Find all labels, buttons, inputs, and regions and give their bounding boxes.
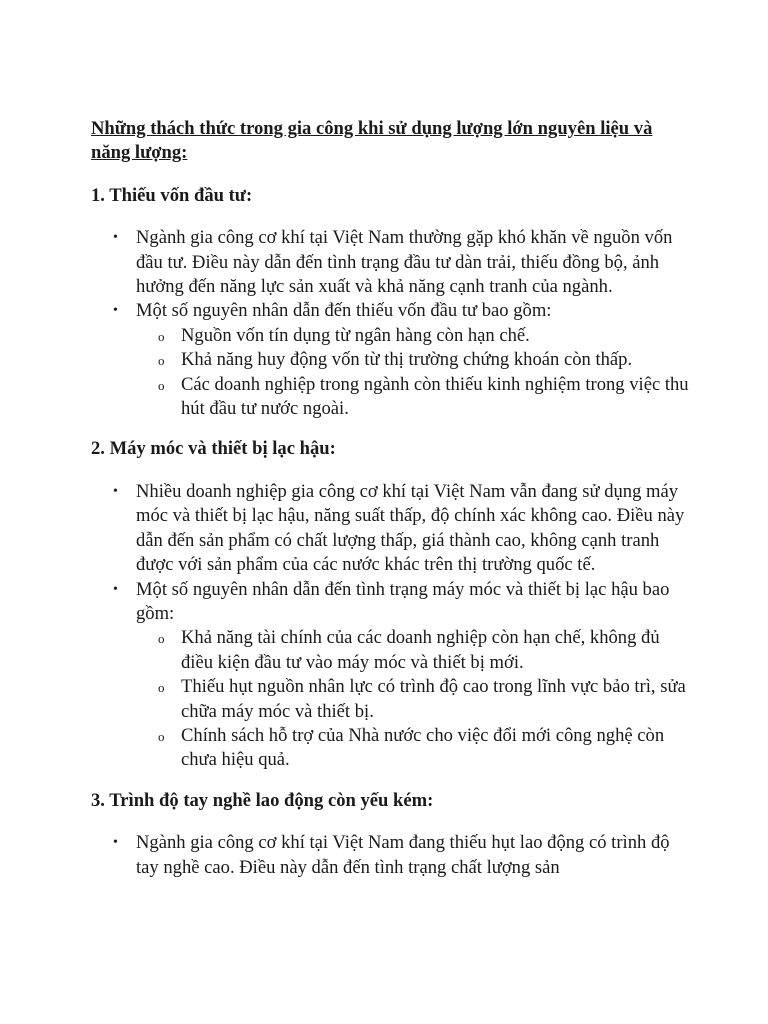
sub-list-item-text: Nguồn vốn tín dụng từ ngân hàng còn hạn chế. [181, 324, 530, 346]
list-item [91, 480, 691, 578]
sub-list-item [136, 675, 691, 724]
sub-list-item [136, 626, 691, 675]
sub-list-item-text: Chính sách hỗ trợ của Nhà nước cho việc đổi mới công nghệ còn chưa hiệu quả. [181, 724, 665, 771]
bullet-list [91, 226, 691, 421]
circle-bullet-icon: o [158, 328, 165, 344]
list-item [91, 578, 691, 773]
bullet-list [91, 480, 691, 773]
section-heading: 2. Máy móc và thiết bị lạc hậu: [91, 438, 336, 460]
list-item [91, 831, 691, 880]
bullet-icon: • [113, 230, 118, 246]
section-heading: 1. Thiếu vốn đầu tư: [91, 184, 253, 206]
sub-list [136, 626, 691, 772]
section-heading: 3. Trình độ tay nghề lao động còn yếu kém: [91, 789, 434, 811]
list-item-text: Nhiều doanh nghiệp gia công cơ khí tại Việt Nam vẫn đang sử dụng máy móc và thiết bị lạc hậu, năng suất thấp, độ chính xác không cao. Điều này dẫn đến sản phẩm có chất lượng thấp, giá thành cao, không cạnh tranh được với sản phẩm của các nước khác trên thị trường quốc tế. [136, 480, 685, 576]
document-body [91, 117, 691, 896]
sub-list [136, 324, 691, 422]
sub-list-item [136, 724, 691, 773]
list-item [91, 226, 691, 299]
circle-bullet-icon: o [158, 728, 165, 744]
circle-bullet-icon: o [158, 377, 165, 393]
circle-bullet-icon: o [158, 680, 165, 696]
bullet-icon: • [113, 303, 118, 319]
bullet-icon: • [113, 835, 118, 851]
sub-list-item-text: Khả năng tài chính của các doanh nghiệp còn hạn chế, không đủ điều kiện đầu tư vào máy móc và thiết bị mới. [181, 627, 660, 673]
circle-bullet-icon: o [158, 353, 165, 369]
list-item [91, 299, 691, 421]
list-item-text: Ngành gia công cơ khí tại Việt Nam đang thiếu hụt lao động có trình độ tay nghề cao. Điều này dẫn đến tình trạng chất lượng sản [136, 832, 670, 878]
sub-list-item [136, 348, 691, 372]
document-title: Những thách thức trong gia công khi sử dụng lượng lớn nguyên liệu và năng lượng: [91, 118, 653, 164]
sub-list-item [136, 373, 691, 422]
list-item-text: Ngành gia công cơ khí tại Việt Nam thường gặp khó khăn về nguồn vốn đầu tư. Điều này dẫn đến tình trạng đầu tư dàn trải, thiếu đồng bộ, ảnh hưởng đến năng lực sản xuất và khả năng cạnh tranh của ngành. [136, 227, 673, 298]
bullet-icon: • [113, 581, 118, 597]
sub-list-item-text: Thiếu hụt nguồn nhân lực có trình độ cao trong lĩnh vực bảo trì, sửa chữa máy móc và thiết bị. [181, 676, 686, 722]
bullet-list [91, 831, 691, 880]
sub-list-item-text: Khả năng huy động vốn từ thị trường chứng khoán còn thấp. [181, 349, 633, 371]
list-item-text: Một số nguyên nhân dẫn đến tình trạng máy móc và thiết bị lạc hậu bao gồm: [136, 578, 670, 624]
sub-list-item [136, 324, 691, 348]
list-item-text: Một số nguyên nhân dẫn đến thiếu vốn đầu tư bao gồm: [136, 300, 552, 322]
sub-list-item-text: Các doanh nghiệp trong ngành còn thiếu kinh nghiệm trong việc thu hút đầu tư nước ngoài. [181, 373, 689, 420]
bullet-icon: • [113, 483, 118, 499]
circle-bullet-icon: o [158, 631, 165, 647]
